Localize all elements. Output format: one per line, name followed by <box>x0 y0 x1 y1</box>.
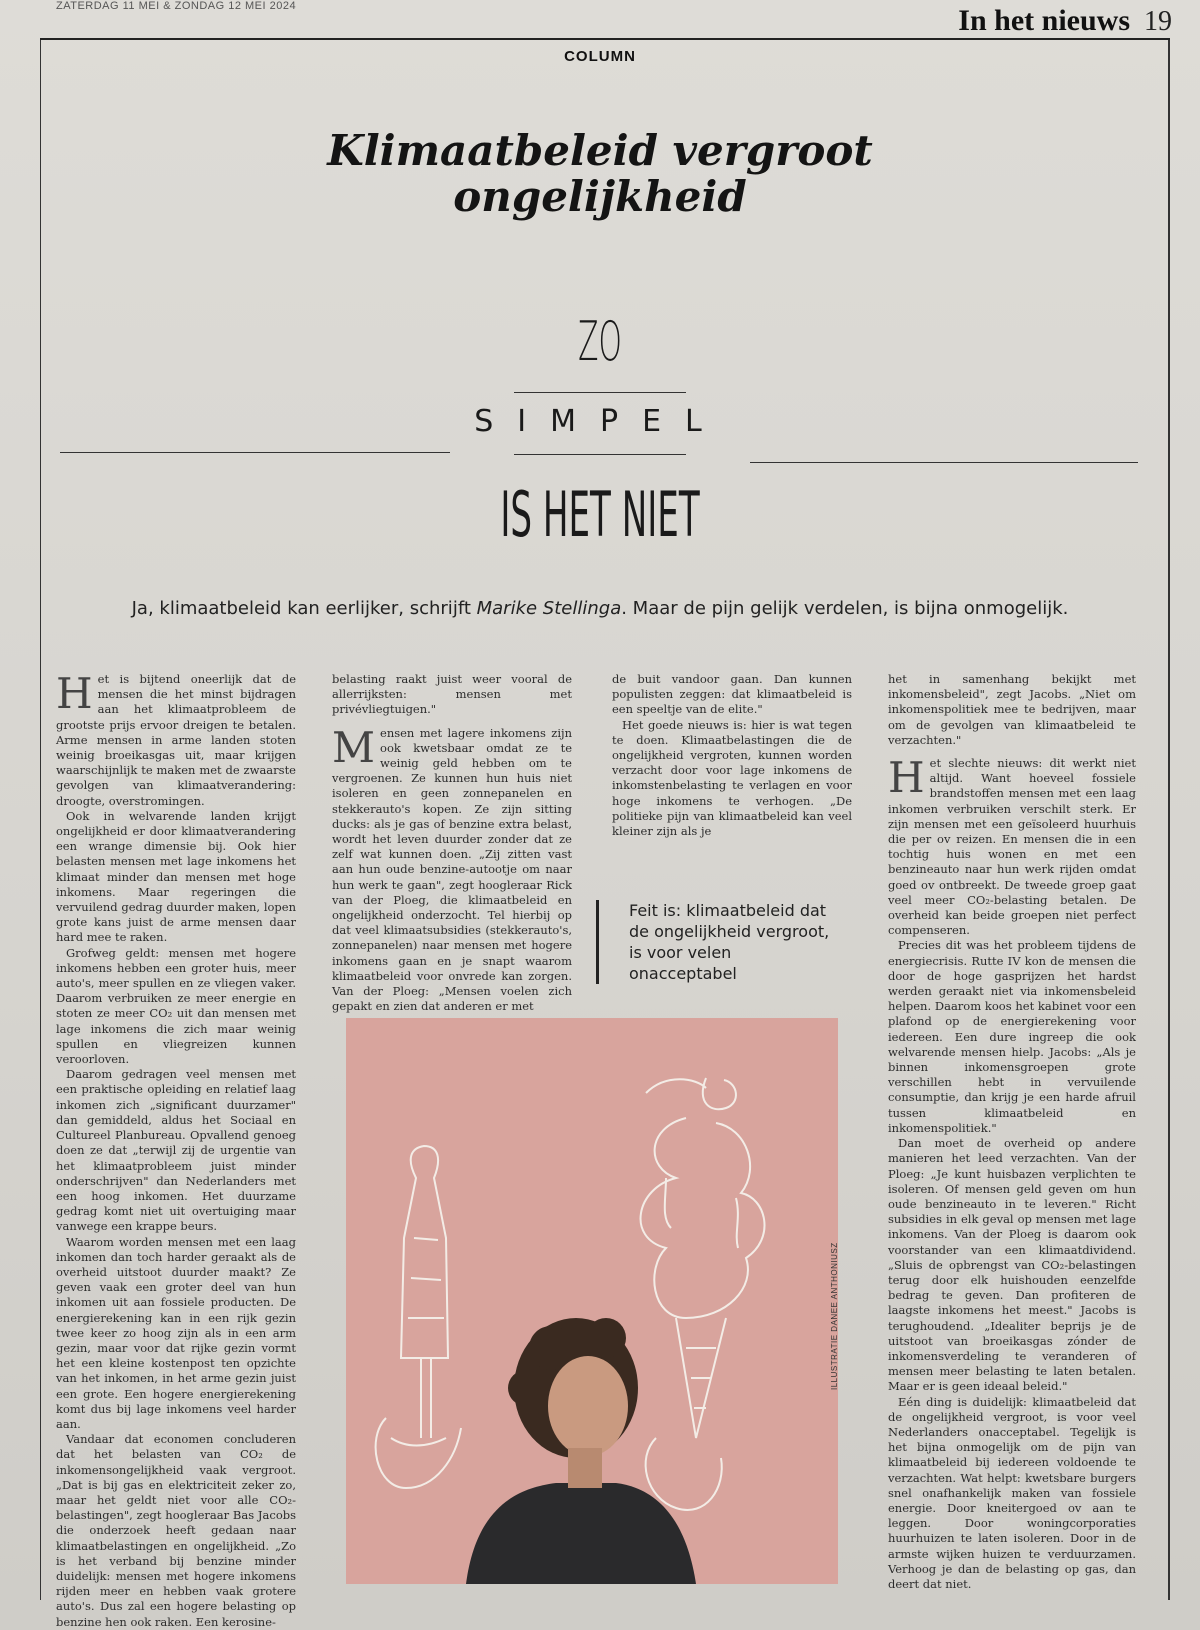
section-title: In het nieuws <box>958 4 1130 37</box>
article-column-2 <box>332 672 572 1014</box>
person-figure <box>466 1318 696 1584</box>
column-logo-simpel: SIMPEL <box>474 404 726 439</box>
intro-text-2: . Maar de pijn gelijk verdelen, is bijna onmogelijk. <box>621 598 1069 619</box>
paragraph: ensen met lagere inkomens zijn ook kwetsbaar omdat ze te weinig geld hebben om te vergroenen. Ze kunnen hun huis niet isoleren en geen zonnepanelen en stekkerauto's kopen. Ze zijn sitting ducks: als je gas of benzine extra belast, wordt het leven duurder zonder dat ze zelf wat kunnen doen. „Zij zitten vast aan hun oude benzine-autootje om naar hun werk te gaan", zegt hoogleraar Rick van der Ploeg, die klimaatbeleid en ongelijkheid onderzocht. Tel hierbij op dat veel klimaatsubsidies (stekkerauto's, zonnepanelen) naar mensen met hogere inkomens gaan en je snapt waarom klimaatbeleid voor onvrede kan zorgen. Van der Ploeg: „Mensen voelen zich gepakt en zien dat anderen er met <box>332 725 572 1014</box>
ice-cream-drawing <box>641 1078 765 1510</box>
illustration-drawing <box>346 1018 838 1584</box>
paragraph: Grofweg geldt: mensen met hogere inkomens hebben een groter huis, meer auto's, meer spullen en ze vliegen vaker. Daarom verbruiken ze meer energie en stoten ze meer CO₂ uit dan mensen met lage inkomens die zich maar weinig spullen en vliegreizen kunnen veroorloven. <box>56 945 296 1067</box>
logo-rule-bottom <box>514 454 686 455</box>
paragraph: belasting raakt juist weer vooral de allerrijksten: mensen met privévliegtuigen." <box>332 672 572 717</box>
column-kicker: COLUMN <box>564 48 636 65</box>
pull-quote: Feit is: klimaatbeleid dat de ongelijkheid vergroot, is voor velen onacceptabel <box>596 900 831 984</box>
article-column-1 <box>56 669 296 1629</box>
paragraph: et slechte nieuws: dit werkt niet altijd. Want hoeveel fossiele brandstoffen mensen met een laag inkomen verbruiken verschilt sterk. Er zijn mensen met een geïsoleerd huurhuis die per ov reizen. En mensen die in een tochtig huis wonen en met een benzineauto naar hun werk rijden omdat goed ov ontbreekt. De tweede groep gaat veel meer CO₂-belasting betalen. De overheid kan beide groepen niet perfect compenseren. <box>888 756 1136 938</box>
paragraph: Daarom gedragen veel mensen met een praktische opleiding en relatief laag inkomen zich „significant duurzamer" dan gemiddeld, aldus het Sociaal en Cultureel Planbureau. Opvallend genoeg doen ze dat „terwijl zij de urgentie van het klimaatprobleem juist minder onderschrijven" dan Nederlanders met een hoog inkomen. Het duurzame gedrag komt niet uit overtuiging maar vanwege een krappe beurs. <box>56 1067 296 1234</box>
paragraph: Waarom worden mensen met een laag inkomen dan toch harder geraakt als de overheid uitstoot duurder maakt? Ze geven vaak een groter deel van hun inkomen uit aan fossiele producten. De energierekening kan in een rijk gezin twee keer zo hoog zijn als in een arm gezin, maar voor dat rijke gezin vormt het een kleine kostenpost ten opzichte van het inkomen, in het arme gezin juist een grote. Een hogere energierekening komt dus bij lage inkomens veel harder aan. <box>56 1234 296 1431</box>
paragraph: de buit vandoor gaan. Dan kunnen populisten zeggen: dat klimaatbeleid is een speeltje van de elite." <box>612 672 852 717</box>
illustration-credit: ILLUSTRATIE DANEE ANTHONIUSZ <box>830 1242 839 1390</box>
dateline: ZATERDAG 11 MEI & ZONDAG 12 MEI 2024 <box>56 0 297 12</box>
page-number: 19 <box>1144 6 1172 37</box>
paragraph: Precies dit was het probleem tijdens de energiecrisis. Rutte IV kon de mensen die door de hoge gasprijzen het hardst werden geraakt niet via inkomensbeleid helpen. Daarom koos het kabinet voor een plafond op de energierekening voor iedereen. Een dure ingreep die ook welvarende mensen hielp. Jacobs: „Als je binnen inkomensgroepen grote verschillen hebt in vervuilende consumptie, dan krijg je een harde afruil tussen klimaatbeleid en inkomenspolitiek." <box>888 938 1136 1135</box>
rule-left <box>60 452 450 453</box>
article-column-4 <box>888 672 1136 1591</box>
headline: Klimaatbeleid vergroot ongelijkheid <box>327 126 873 221</box>
author-name: Marike Stellinga <box>476 598 622 619</box>
column-illustration <box>346 1018 838 1584</box>
popsicle-drawing <box>376 1146 461 1488</box>
dropcap: M <box>332 722 376 772</box>
column-logo-is-het-niet: IS HET NIET <box>500 478 700 551</box>
paragraph: Ook in welvarende landen krijgt ongelijkheid er door klimaatverandering een wrange dimensie bij. Ook hier belasten mensen met lage inkomens het klimaat minder dan mensen met hoge inkomens. Maar regeringen die vervuilend gedrag duurder maken, lopen grote kans juist de arme mensen daar hard mee te raken. <box>56 808 296 945</box>
intro-standfirst <box>60 598 1140 619</box>
logo-rule-top <box>514 392 686 393</box>
paragraph: het in samenhang bekijkt met inkomensbeleid", zegt Jacobs. „Niet om inkomenspolitiek mee te bedrijven, maar om de gevolgen van klimaatbeleid te verzachten." <box>888 672 1136 747</box>
paragraph: Dan moet de overheid op andere manieren het leed verzachten. Van der Ploeg: „Je kunt huisbazen verplichten te isoleren. Of mensen geld geven om hun oude benzineauto in te leveren." Richt subsidies in elk geval op mensen met lage inkomens. Van der Ploeg is daarom ook voorstander van een klimaatdividend. „Sluis de opbrengst van CO₂-belastingen terug door elk huishouden eenzelfde bedrag te geven. Dan profiteren de laagste inkomens het meest." Jacobs is terughoudend. „Idealiter beprijs je de uitstoot van broeikasgas zónder de inkomensverdeling te veranderen of mensen meer belasting te laten betalen. Maar er is geen ideaal beleid." <box>888 1136 1136 1394</box>
paragraph: Het goede nieuws is: hier is wat tegen te doen. Klimaatbelastingen die de ongelijkheid vergroten, kunnen worden verzacht door voor lage inkomens de inkomstenbelasting te verlagen en voor hoge inkomens te verhogen. „De politieke pijn van klimaatbeleid kan veel kleiner zijn als je <box>612 717 852 839</box>
dropcap: H <box>888 753 925 803</box>
paragraph: Eén ding is duidelijk: klimaatbeleid dat de ongelijkheid vergroot, is voor veel Nederlanders onacceptabel. Tegelijk is het bijna onmogelijk om de pijn van klimaatbeleid bij iedereen voldoende te verzachten. Wat helpt: kwetsbare burgers snel onafhankelijk maken van fossiele energie. Door kneitergoed ov aan te leggen. Door woningcorporaties huurhuizen te laten isoleren. Door in de armste wijken huizen te verduurzamen. Verhoog je dan de belasting op gas, dan deert dat niet. <box>888 1394 1136 1591</box>
intro-text-1: Ja, klimaatbeleid kan eerlijker, schrijft <box>131 598 477 619</box>
article-column-3 <box>612 672 852 847</box>
column-logo-zo: ZO <box>578 310 622 373</box>
paragraph: et is bijtend oneerlijk dat de mensen die het minst bijdragen aan het klimaatprobleem de grootste prijs ervoor dreigen te betalen. Arme mensen in arme landen stoten weinig broeikasgas uit, maar krijgen waarschijnlijk te maken met de zwaarste gevolgen van klimaatverandering: droogte, overstromingen. <box>56 672 296 808</box>
dropcap: H <box>56 669 93 718</box>
rule-right <box>750 462 1138 463</box>
paragraph: Vandaar dat economen concluderen dat het belasten van CO₂ de inkomensongelijkheid vaak vergroot. „Dat is bij gas en elektriciteit zeker zo, maar het geldt niet voor alle CO₂-belastingen", zegt hoogleraar Bas Jacobs die onderzoek heeft gedaan naar klimaatbelastingen en ongelijkheid. „Zo is het verband bij benzine minder duidelijk: mensen met hogere inkomens rijden meer en hebben vaak grotere auto's. Dus zal een hogere belasting op benzine hen ook raken. Een kerosine- <box>56 1432 296 1629</box>
